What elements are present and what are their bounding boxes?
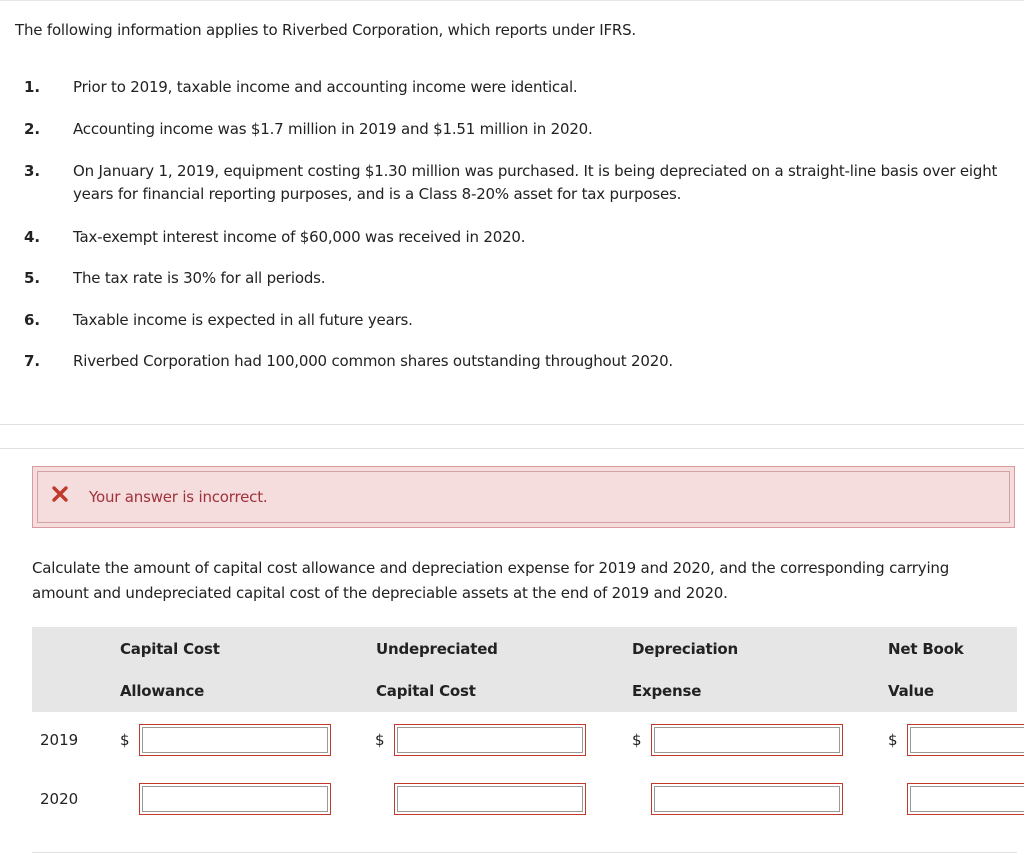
cca-2019-field-wrap (139, 724, 331, 756)
list-number: 7. (24, 352, 41, 370)
list-item-text: Taxable income is expected in all future years. (73, 311, 413, 329)
depreciation-2019-input[interactable] (651, 724, 843, 756)
column-header-ucc: Capital Cost (376, 682, 476, 700)
question-text: Calculate the amount of capital cost allowance and depreciation expense for 2019 and 2020, and the corresponding carrying amount and undepreciated capital cost of the depreciable assets at the end of 2019 and 2020. (32, 559, 950, 602)
nbv-2019-input[interactable] (907, 724, 1024, 756)
list-number: 5. (24, 269, 41, 287)
row-year-label: 2019 (40, 731, 79, 749)
ucc-2020-input[interactable] (394, 783, 586, 815)
list-item-text: Riverbed Corporation had 100,000 common shares outstanding throughout 2020. (73, 352, 673, 370)
list-item-text: On January 1, 2019, equipment costing $1.30 million was purchased. It is being depreciated on a straight-line basis over eight years for financial reporting purposes, and is a Class 8-20% asset for tax purposes. (73, 162, 998, 203)
x-icon (51, 485, 69, 503)
currency-symbol: $ (632, 731, 642, 749)
list-item-text: Tax-exempt interest income of $60,000 was received in 2020. (73, 228, 526, 246)
nbv-2019-field-wrap (907, 724, 1024, 756)
intro-text: The following information applies to Riverbed Corporation, which reports under IFRS. (15, 21, 636, 39)
currency-symbol: $ (120, 731, 130, 749)
ucc-2019-input[interactable] (394, 724, 586, 756)
column-header-cca: Capital Cost (120, 640, 220, 658)
column-header-depreciation: Expense (632, 682, 702, 700)
depreciation-2019-field-wrap (651, 724, 843, 756)
section-divider (0, 424, 1024, 425)
list-number: 2. (24, 120, 41, 138)
list-number: 1. (24, 78, 41, 96)
depreciation-2020-field-wrap (651, 783, 843, 815)
cca-2020-field-wrap (139, 783, 331, 815)
column-header-cca: Allowance (120, 682, 205, 700)
currency-symbol: $ (375, 731, 385, 749)
depreciation-2020-input[interactable] (651, 783, 843, 815)
row-year-label: 2020 (40, 790, 79, 808)
column-header-ucc: Undepreciated (376, 640, 498, 658)
top-divider (0, 0, 1024, 1)
alert-message: Your answer is incorrect. (89, 488, 268, 506)
nbv-2020-field-wrap (907, 783, 1024, 815)
list-number: 3. (24, 162, 41, 180)
ucc-2020-field-wrap (394, 783, 586, 815)
column-header-net-book-value: Net Book (888, 640, 964, 658)
cca-2019-input[interactable] (139, 724, 331, 756)
list-item-text: Prior to 2019, taxable income and accounting income were identical. (73, 78, 578, 96)
column-header-depreciation: Depreciation (632, 640, 738, 658)
ucc-2019-field-wrap (394, 724, 586, 756)
nbv-2020-input[interactable] (907, 783, 1024, 815)
cca-2020-input[interactable] (139, 783, 331, 815)
column-header-net-book-value: Value (888, 682, 934, 700)
section-divider (0, 448, 1024, 449)
list-number: 6. (24, 311, 41, 329)
list-item-text: The tax rate is 30% for all periods. (73, 269, 326, 287)
currency-symbol: $ (888, 731, 898, 749)
table-bottom-divider (32, 852, 1017, 853)
list-number: 4. (24, 228, 41, 246)
list-item-text: Accounting income was $1.7 million in 2019 and $1.51 million in 2020. (73, 120, 593, 138)
